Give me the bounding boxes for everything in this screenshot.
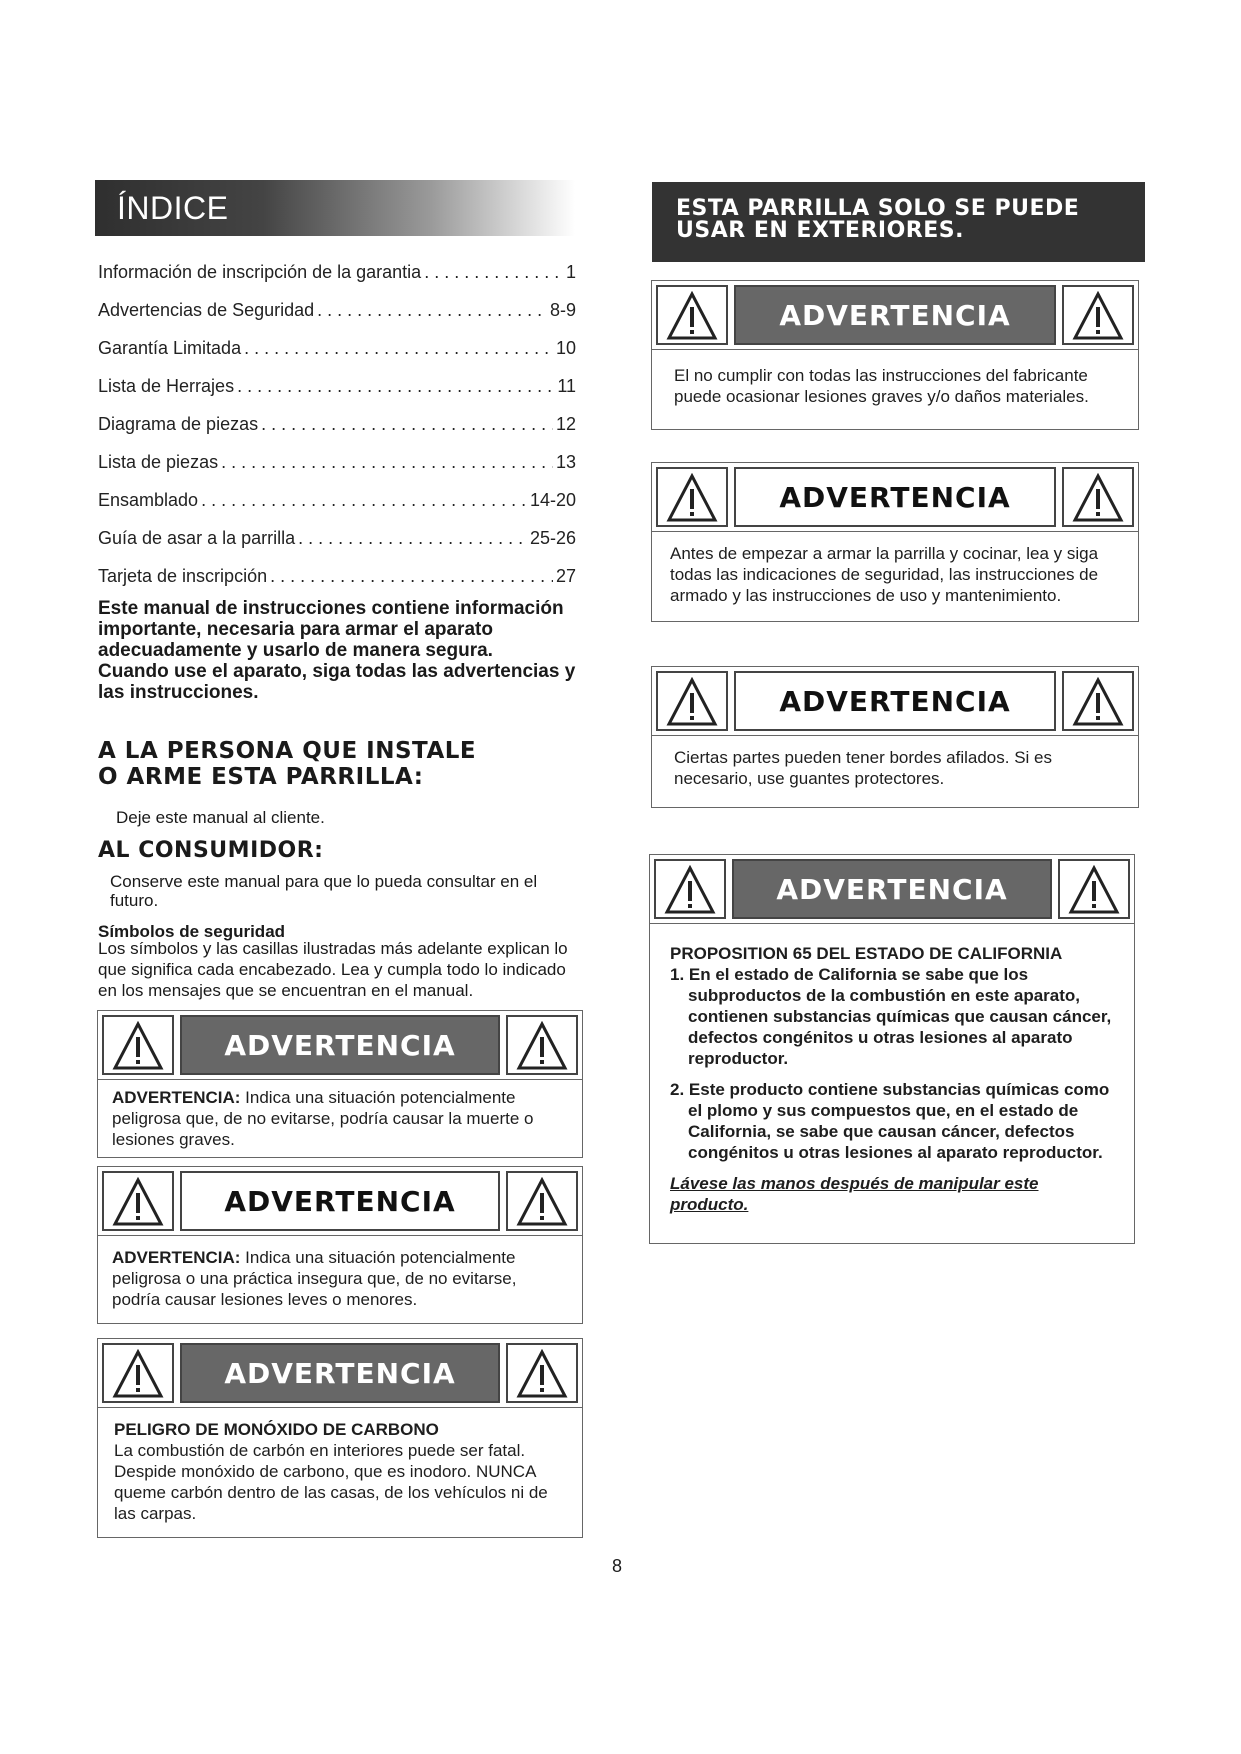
warning-box-carbon-monoxide [97,1338,583,1538]
warning-box-severe [97,1010,583,1158]
warning-text: Indica una situación potencialmente peligrosa que, de no evitarse, podría causar la muerte o lesiones graves. [112,1088,534,1149]
symbols-text: Los símbolos y las casillas ilustradas más adelante explican lo que significa cada encabezado. Lea y cumpla todo lo indicado en los mensajes que se encuentran en el manual. [98,939,568,1000]
warning-box-sharp-edges [651,666,1139,808]
warning-text: La combustión de carbón en interiores puede ser fatal. Despide monóxido de carbono, que es inodoro. NUNCA queme carbón dentro de las casas, de los vehículos ni de las carpas. [114,1441,548,1523]
toc-label: Garantía Limitada [98,338,242,358]
warning-body [112,1087,568,1150]
toc-label: Lista de Herrajes [98,376,235,396]
table-of-contents [98,262,576,604]
warning-triangle-icon [102,1171,174,1231]
warning-text: Ciertas partes pueden tener bordes afilados. Si es necesario, use guantes protectores. [674,748,1053,788]
warning-triangle-icon [506,1015,578,1075]
warning-label: PELIGRO DE MONÓXIDO DE CARBONO [114,1420,439,1439]
toc-row[interactable] [98,262,576,300]
index-header [95,180,575,236]
warning-title: ADVERTENCIA [732,859,1052,919]
warning-label: ADVERTENCIA: [112,1088,241,1107]
installer-heading-line-2: O ARME ESTA PARRILLA: [98,764,424,790]
toc-label: Tarjeta de inscripción [98,566,268,586]
prop65-item: 1. En el estado de California se sabe que los subproductos de la combustión en este aparato, contienen substancias químicas que causan cáncer, defectos congénitos u otras lesiones al aparato reproductor. [670,965,1112,1068]
toc-row[interactable] [98,338,576,376]
toc-page: 25-26 [529,528,576,548]
toc-row[interactable] [98,452,576,490]
prop65-item: 2. Este producto contiene substancias químicas como el plomo y sus compuestos que, en el estado de California, se sabe que causan cáncer, defectos congénitos u otras lesiones al aparato reproductor. [670,1080,1110,1162]
prop65-body [670,943,1116,1215]
prop65-heading: PROPOSITION 65 DEL ESTADO DE CALIFORNIA [670,944,1063,963]
consumer-text: Conserve este manual para que lo pueda consultar en el futuro. [110,872,538,910]
toc-row[interactable] [98,300,576,338]
warning-triangle-icon [102,1343,174,1403]
warning-title: ADVERTENCIA [180,1171,500,1231]
installer-text: Deje este manual al cliente. [116,808,325,827]
warning-triangle-icon [656,285,728,345]
toc-label: Advertencias de Seguridad [98,300,315,320]
installer-heading [98,738,588,790]
toc-label: Ensamblado [98,490,199,510]
warning-triangle-icon [1062,285,1134,345]
toc-row[interactable] [98,490,576,528]
warning-triangle-icon [1058,859,1130,919]
intro-line-2: Cuando use el aparato, siga todas las advertencias y las instrucciones. [98,661,576,703]
warning-triangle-icon [1062,467,1134,527]
toc-page: 14-20 [529,490,576,510]
warning-text: Indica una situación potencialmente peligrosa o una práctica insegura que, de no evitarse, podría causar lesiones leves o menores. [112,1248,517,1309]
warning-title: ADVERTENCIA [734,285,1056,345]
warning-title: ADVERTENCIA [734,467,1056,527]
warning-triangle-icon [506,1343,578,1403]
warning-triangle-icon [506,1171,578,1231]
warning-text: Antes de empezar a armar la parrilla y cocinar, lea y siga todas las indicaciones de seguridad, las instrucciones de armado y las instrucciones de uso y mantenimiento. [670,544,1099,605]
warning-title: ADVERTENCIA [180,1015,500,1075]
intro-text [98,598,588,703]
toc-page: 10 [555,338,576,358]
warning-title: ADVERTENCIA [180,1343,500,1403]
toc-label: Lista de piezas [98,452,219,472]
warning-text: El no cumplir con todas las instrucciones del fabricante puede ocasionar lesiones graves y/o daños materiales. [674,366,1089,406]
toc-page: 12 [555,414,576,434]
warning-triangle-icon [1062,671,1134,731]
warning-triangle-icon [654,859,726,919]
installer-heading-line-1: A LA PERSONA QUE INSTALE [98,738,477,764]
outdoor-only-text: ESTA PARRILLA SOLO SE PUEDE USAR EN EXTERIORES. [676,196,1080,243]
warning-triangle-icon [656,671,728,731]
warning-triangle-icon [102,1015,174,1075]
prop65-wash-hands: Lávese las manos después de manipular este producto. [670,1174,1039,1214]
toc-page: 1 [565,262,576,282]
warning-body [112,1247,568,1310]
toc-page: 13 [555,452,576,472]
warning-box-prop65 [649,854,1135,1244]
page-number: 8 [612,1556,623,1576]
warning-triangle-icon [656,467,728,527]
toc-row[interactable] [98,376,576,414]
toc-label: Información de inscripción de la garantia [98,262,422,282]
warning-title: ADVERTENCIA [734,671,1056,731]
toc-page: 11 [557,376,576,396]
warning-box-read-instructions [651,462,1139,622]
outdoor-only-banner [652,182,1145,262]
consumer-heading: AL CONSUMIDOR: [98,838,324,863]
toc-page: 27 [555,566,576,586]
toc-label: Guía de asar a la parrilla [98,528,296,548]
toc-page: 8-9 [549,300,576,320]
intro-line-1: Este manual de instrucciones contiene información importante, necesaria para armar el aparato adecuadamente y usarlo de manera segura. [98,598,564,661]
index-title: ÍNDICE [117,190,229,226]
toc-row[interactable] [98,528,576,566]
symbols-heading: Símbolos de seguridad [98,922,286,941]
warning-box-minor [97,1166,583,1324]
warning-label: ADVERTENCIA: [112,1248,241,1267]
toc-label: Diagrama de piezas [98,414,259,434]
warning-box-manufacturer [651,280,1139,430]
toc-row[interactable] [98,414,576,452]
warning-body [114,1419,568,1524]
